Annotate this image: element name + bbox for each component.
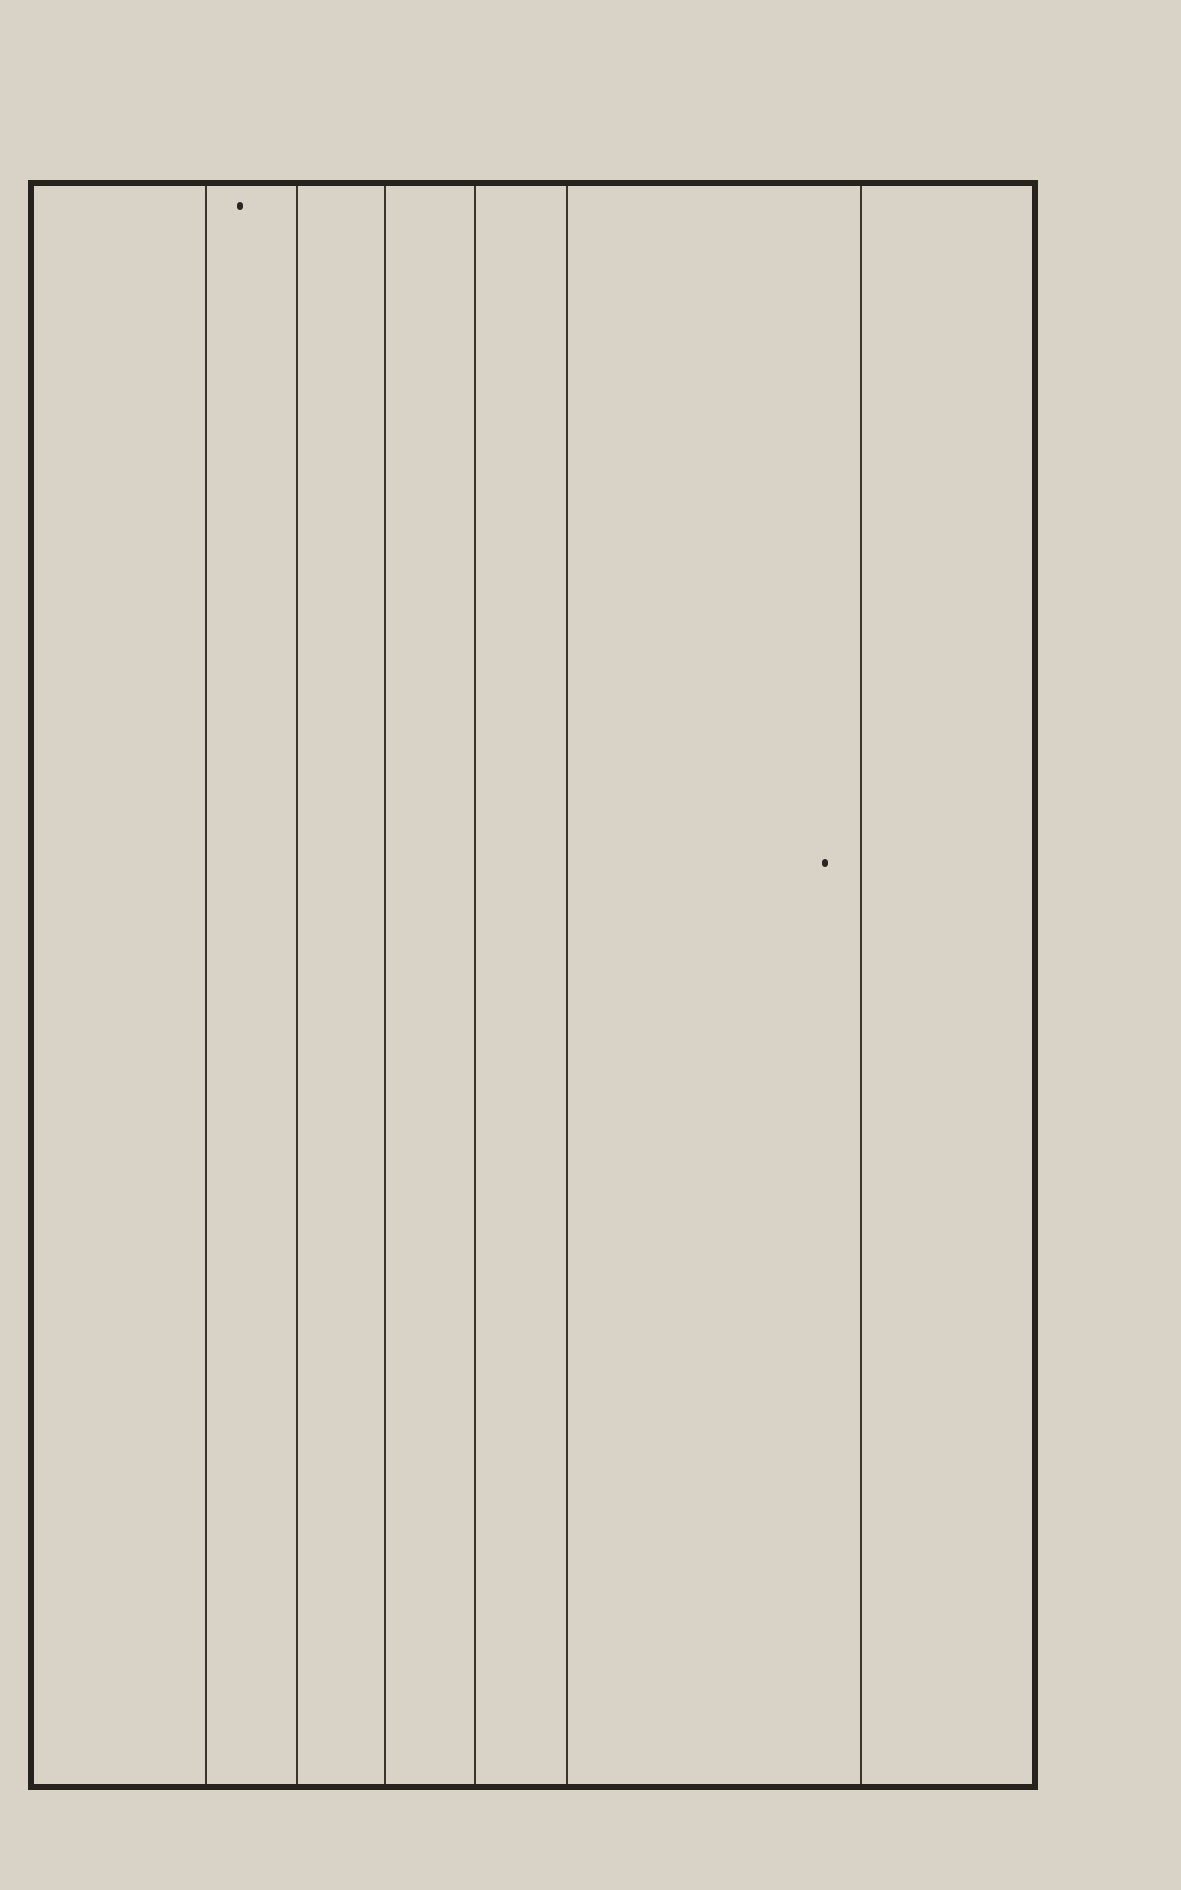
main-text-column [390, 195, 480, 1775]
section-tag [822, 859, 828, 867]
main-text-column [300, 195, 390, 1775]
column-rule [205, 186, 207, 1784]
explanation-column [822, 195, 864, 1775]
section-tag [237, 202, 243, 210]
main-text-column [210, 195, 300, 1775]
commentary-column [906, 195, 948, 1775]
main-text-column [480, 195, 570, 1775]
